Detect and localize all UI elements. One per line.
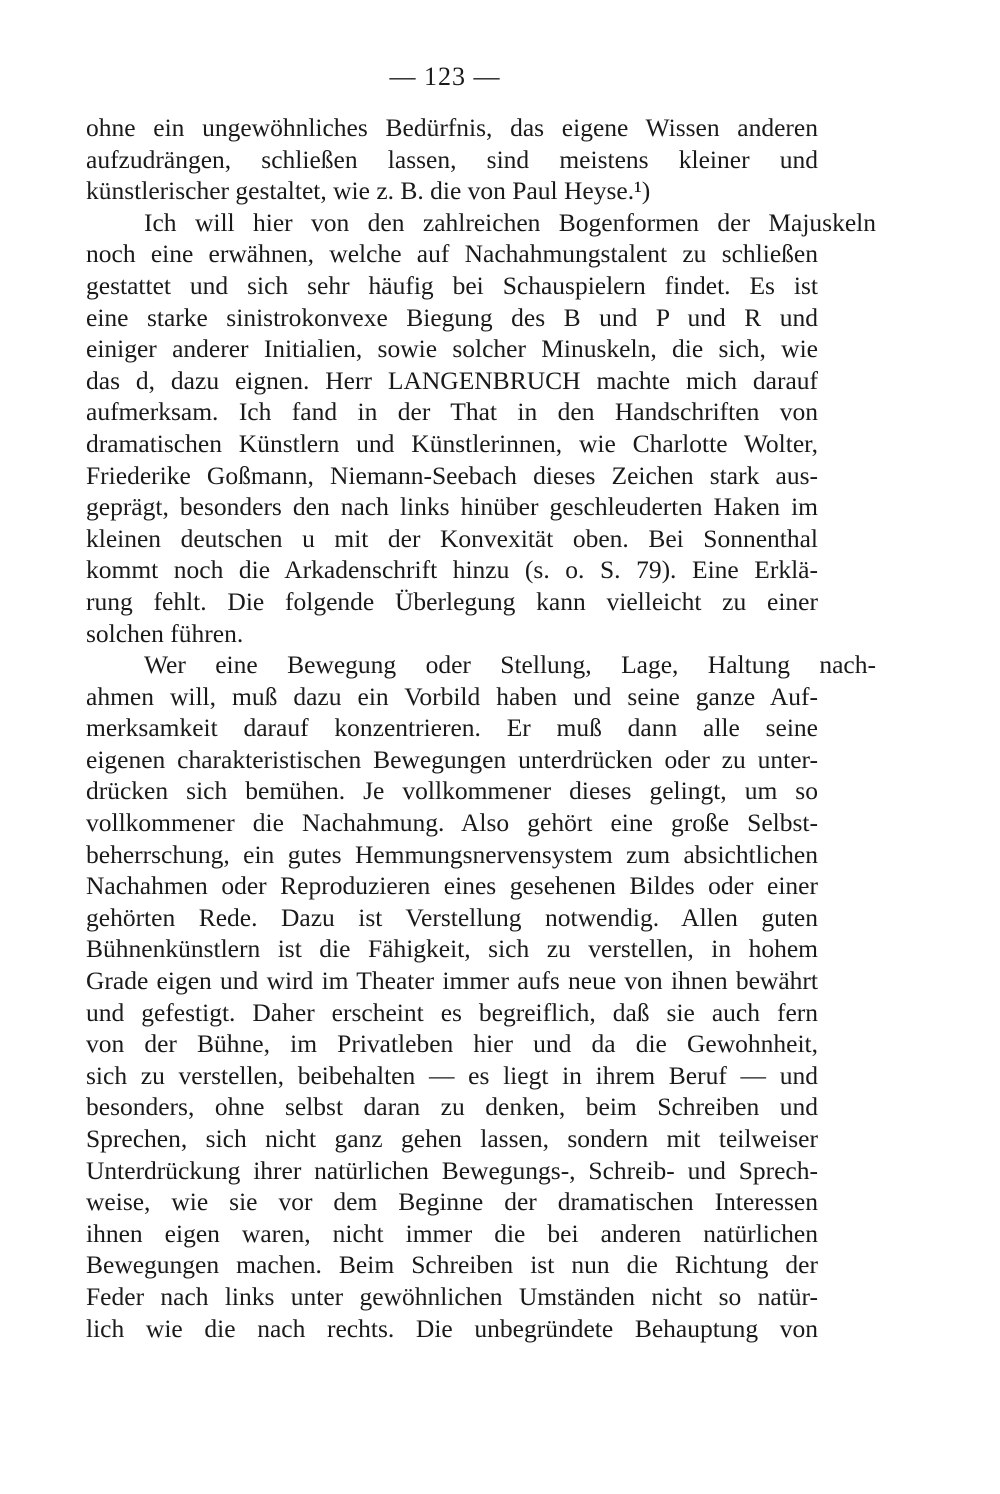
text-line: geprägt, besonders den nach links hinüber geschleuderten Haken im [86, 492, 818, 522]
text-line: beherrschung, ein gutes Hemmungsnervensystem zum absichtlichen [86, 839, 818, 869]
text-line: rung fehlt. Die folgende Überlegung kann vielleicht zu einer [86, 586, 818, 616]
text-line: Feder nach links unter gewöhnlichen Umständen nicht so natür- [86, 1281, 818, 1311]
text-line: Grade eigen und wird im Theater immer aufs neue von ihnen bewährt [86, 966, 818, 996]
paragraph-1 [86, 112, 818, 207]
text-line: solchen führen. [86, 618, 244, 648]
text-line: Unterdrückung ihrer natürlichen Bewegungs-, Schreib- und Sprech- [86, 1155, 818, 1185]
text-line: merksamkeit darauf konzentrieren. Er muß dann alle seine [86, 713, 818, 743]
text-line: kleinen deutschen u mit der Konvexität oben. Bei Sonnenthal [86, 523, 818, 553]
text-line: einiger anderer Initialien, sowie solcher Minuskeln, die sich, wie [86, 334, 818, 364]
text-line: Bühnenkünstlern ist die Fähigkeit, sich zu verstellen, in hohem [86, 934, 818, 964]
text-line: aufmerksam. Ich fand in der That in den Handschriften von [86, 397, 818, 427]
text-line: und gefestigt. Daher erscheint es begreiflich, daß sie auch fern [86, 997, 818, 1027]
text-line: von der Bühne, im Privatleben hier und da die Gewohnheit, [86, 1029, 818, 1059]
text-line: besonders, ohne selbst daran zu denken, beim Schreiben und [86, 1092, 818, 1122]
paragraph-3 [86, 649, 876, 1344]
text-line: Nachahmen oder Reproduzieren eines gesehenen Bildes oder einer [86, 871, 818, 901]
text-line: eigenen charakteristischen Bewegungen unterdrücken oder zu unter- [86, 744, 818, 774]
text-line: eine starke sinistrokonvexe Biegung des B und P und R und [86, 302, 818, 332]
body-text [86, 112, 876, 1344]
text-line: vollkommener die Nachahmung. Also gehört eine große Selbst- [86, 808, 818, 838]
text-line: das d, dazu eignen. Herr LANGENBRUCH machte mich darauf [86, 365, 818, 395]
text-line: Bewegungen machen. Beim Schreiben ist nun die Richtung der [86, 1250, 818, 1280]
text-line: aufzudrängen, schließen lassen, sind meistens kleiner und [86, 144, 818, 174]
text-line: gehörten Rede. Dazu ist Verstellung notwendig. Allen guten [86, 902, 818, 932]
text-line: noch eine erwähnen, welche auf Nachahmungstalent zu schließen [86, 239, 818, 269]
text-line: lich wie die nach rechts. Die unbegründete Behauptung von [86, 1313, 818, 1343]
text-line: ihnen eigen waren, nicht immer die bei anderen natürlichen [86, 1218, 818, 1248]
text-line: ahmen will, muß dazu ein Vorbild haben und seine ganze Auf- [86, 681, 818, 711]
text-line: ohne ein ungewöhnliches Bedürfnis, das eigene Wissen anderen [86, 113, 818, 142]
text-line: sich zu verstellen, beibehalten — es liegt in ihrem Beruf — und [86, 1060, 818, 1090]
page-number: — 123 — [389, 62, 501, 91]
text-line: Wer eine Bewegung oder Stellung, Lage, Haltung nach- [144, 650, 876, 680]
text-line: Ich will hier von den zahlreichen Bogenformen der Majuskeln [144, 207, 876, 237]
paragraph-2 [86, 207, 876, 649]
text-line: drücken sich bemühen. Je vollkommener dieses gelingt, um so [86, 776, 818, 806]
text-line: Friederike Goßmann, Niemann-Seebach dieses Zeichen stark aus- [86, 460, 818, 490]
text-line: dramatischen Künstlern und Künstlerinnen, wie Charlotte Wolter, [86, 428, 818, 458]
text-line: weise, wie sie vor dem Beginne der dramatischen Interessen [86, 1187, 818, 1217]
text-line: kommt noch die Arkadenschrift hinzu (s. o. S. 79). Eine Erklä- [86, 555, 818, 585]
text-line: künstlerischer gestaltet, wie z. B. die von Paul Heyse.¹) [86, 176, 651, 206]
text-line: Sprechen, sich nicht ganz gehen lassen, sondern mit teilweiser [86, 1124, 818, 1153]
text-line: gestattet und sich sehr häufig bei Schauspielern findet. Es ist [86, 270, 818, 300]
